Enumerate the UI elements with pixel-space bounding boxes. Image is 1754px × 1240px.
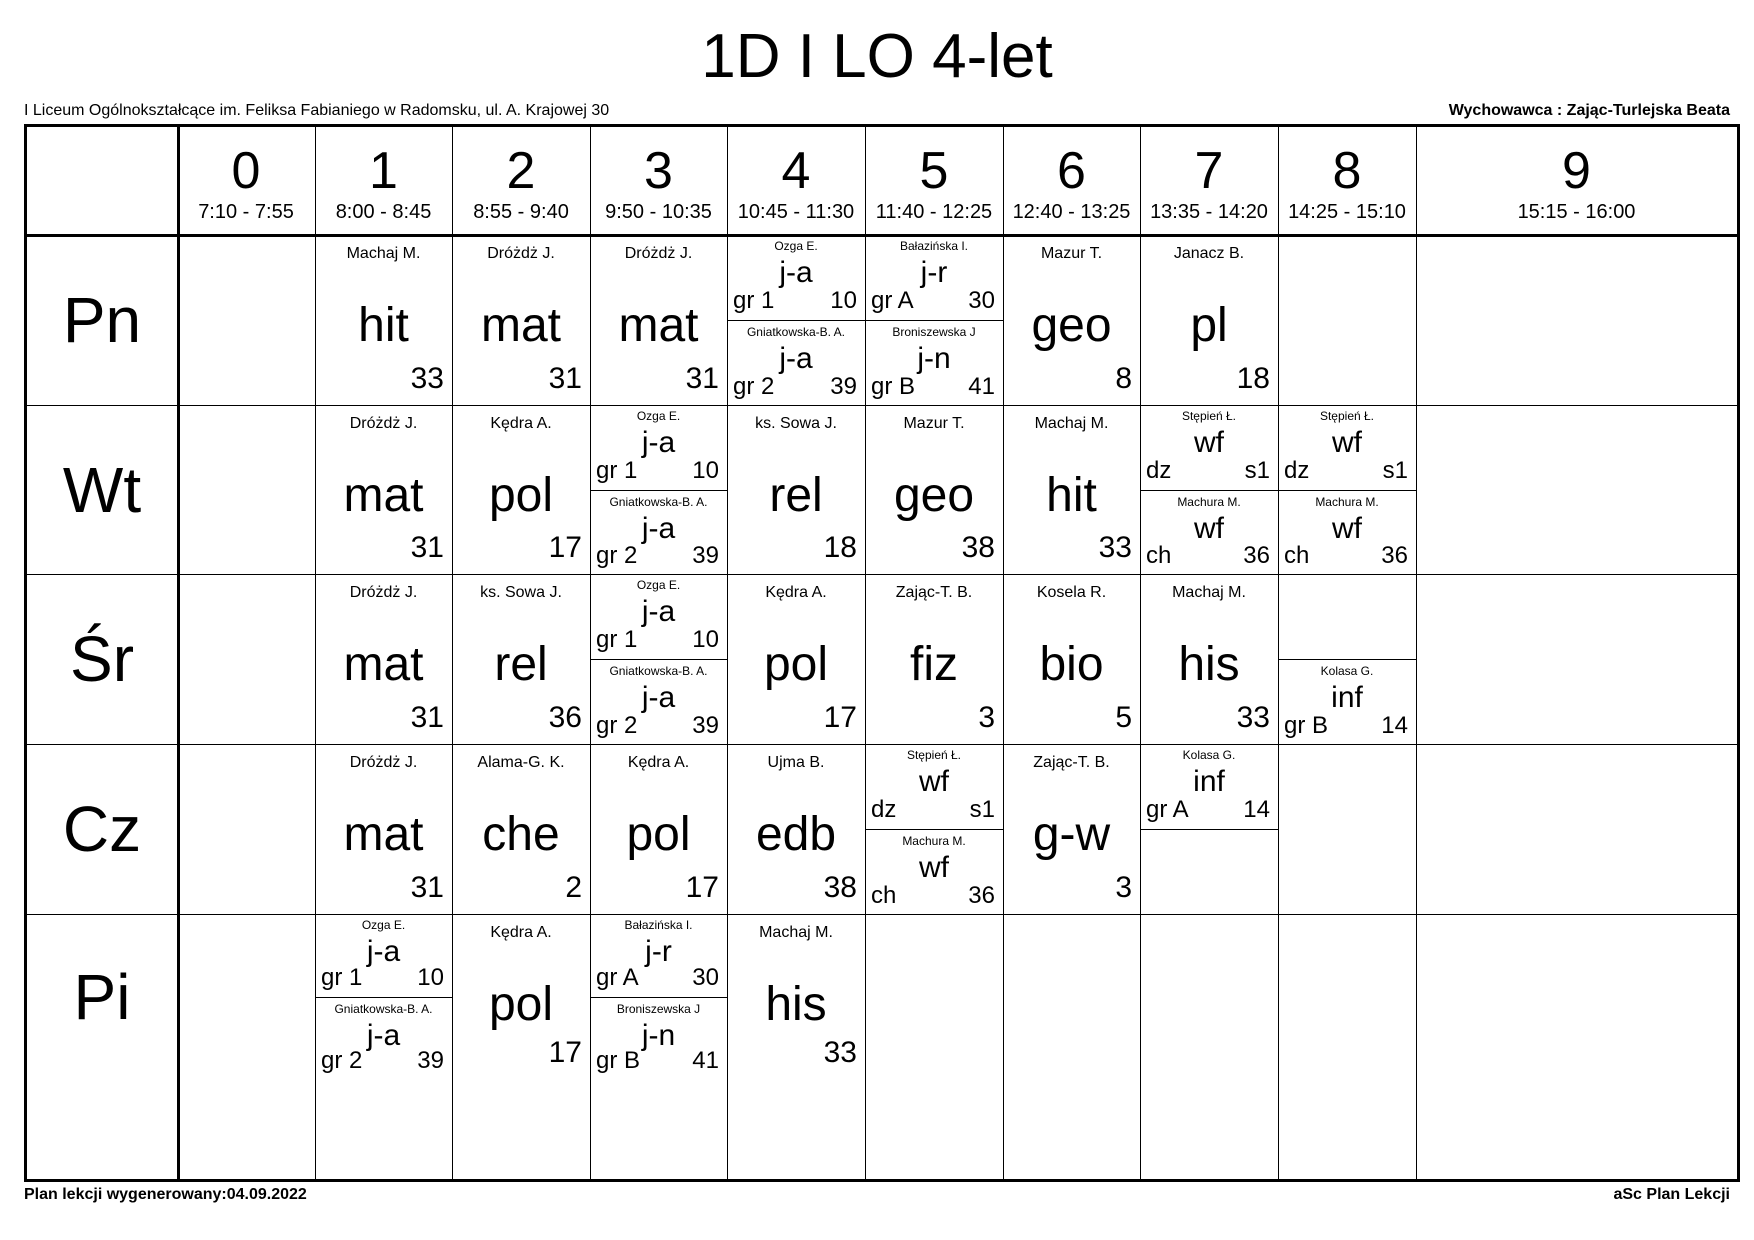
lesson-group-bottom bbox=[1278, 659, 1416, 745]
lesson-cell bbox=[452, 235, 590, 405]
lesson-teacher: Janacz B. bbox=[1173, 245, 1245, 262]
lesson-subject: his bbox=[765, 978, 827, 1031]
lesson-subject: inf bbox=[1331, 681, 1363, 714]
class-tutor: Wychowawca : Zając-Turlejska Beata bbox=[1448, 102, 1730, 119]
lesson-group-bottom bbox=[590, 490, 727, 576]
header-divider bbox=[27, 234, 1737, 237]
lesson-subject: j-n bbox=[917, 342, 951, 375]
lesson-teacher: Dróżdż J. bbox=[487, 245, 555, 262]
lesson-cell bbox=[1278, 914, 1416, 1079]
lesson-cell bbox=[1140, 574, 1278, 744]
lesson-room: 3 bbox=[978, 701, 995, 734]
period-number: 0 bbox=[231, 142, 261, 200]
lesson-group: gr 1 bbox=[596, 626, 638, 653]
lesson-room: 10 bbox=[692, 626, 719, 653]
column-divider bbox=[177, 127, 180, 1179]
lesson-group-top bbox=[1278, 574, 1416, 659]
period-number: 1 bbox=[369, 142, 398, 200]
lesson-group: gr 2 bbox=[733, 373, 775, 400]
lesson-subject: fiz bbox=[910, 638, 958, 691]
lesson-subject: inf bbox=[1193, 765, 1225, 798]
lesson-room: 17 bbox=[823, 701, 857, 734]
lesson-subject: pol bbox=[626, 808, 691, 861]
lesson-subject: wf bbox=[1194, 426, 1224, 459]
lesson-group-bottom bbox=[1140, 490, 1278, 576]
lesson-room: 10 bbox=[830, 287, 857, 314]
lesson-cell bbox=[727, 405, 865, 574]
lesson-group: dz bbox=[1284, 456, 1310, 484]
lesson-teacher: Kędra A. bbox=[627, 754, 690, 771]
lesson-subject: pol bbox=[488, 978, 554, 1031]
lesson-cell bbox=[865, 235, 1003, 405]
lesson-room: s1 bbox=[1382, 456, 1408, 484]
lesson-teacher: Machura M. bbox=[1177, 494, 1241, 509]
generator-credit: aSc Plan Lekcji bbox=[1613, 1186, 1730, 1203]
lesson-subject: hit bbox=[1046, 469, 1097, 522]
lesson-room: 41 bbox=[692, 1047, 719, 1074]
page-title: 1D I LO 4-let bbox=[701, 22, 1053, 91]
lesson-teacher: Mazur T. bbox=[1040, 245, 1103, 262]
lesson-subject: mat bbox=[618, 299, 699, 352]
lesson-teacher: Ozga E. bbox=[361, 918, 406, 932]
lesson-cell bbox=[315, 235, 452, 405]
lesson-subject: j-a bbox=[366, 935, 401, 968]
lesson-room: 31 bbox=[685, 362, 719, 395]
day-label bbox=[27, 405, 177, 574]
lesson-room: 30 bbox=[968, 287, 995, 314]
lesson-teacher: Ozga E. bbox=[636, 409, 681, 423]
period-time: 9:50 - 10:35 bbox=[605, 201, 712, 223]
day-label bbox=[27, 914, 177, 1079]
lesson-teacher: Dróżdż J. bbox=[349, 584, 418, 601]
period-time: 8:55 - 9:40 bbox=[473, 201, 569, 223]
lesson-room: 33 bbox=[1098, 531, 1132, 564]
lesson-room: 33 bbox=[1236, 701, 1270, 734]
lesson-group-top bbox=[315, 914, 452, 997]
day-label bbox=[27, 574, 177, 744]
period-header bbox=[452, 127, 590, 235]
lesson-teacher: Machaj M. bbox=[759, 924, 833, 941]
lesson-room: 10 bbox=[417, 963, 444, 991]
lesson-group: ch bbox=[871, 882, 897, 909]
lesson-subject: geo bbox=[893, 469, 975, 522]
period-header bbox=[1416, 127, 1737, 235]
lesson-group-bottom bbox=[865, 829, 1003, 915]
lesson-subject: pol bbox=[488, 469, 554, 522]
period-time: 12:40 - 13:25 bbox=[1012, 201, 1131, 223]
lesson-cell bbox=[590, 405, 727, 574]
period-header bbox=[177, 127, 315, 235]
period-header bbox=[1140, 127, 1278, 235]
period-time: 8:00 - 8:45 bbox=[335, 201, 432, 223]
lesson-group: gr B bbox=[871, 373, 916, 400]
lesson-cell bbox=[1278, 235, 1416, 405]
lesson-subject: geo bbox=[1031, 299, 1112, 352]
lesson-group-top bbox=[727, 235, 865, 320]
lesson-teacher: Dróżdż J. bbox=[349, 415, 418, 432]
lesson-room: 8 bbox=[1115, 362, 1132, 395]
lesson-subject: mat bbox=[343, 469, 424, 522]
lesson-room: 5 bbox=[1115, 701, 1132, 734]
lesson-cell bbox=[590, 235, 727, 405]
period-time: 11:40 - 12:25 bbox=[875, 201, 993, 223]
lesson-room: 38 bbox=[961, 531, 995, 564]
lesson-teacher: Machaj M. bbox=[1172, 584, 1246, 601]
lesson-teacher: Machaj M. bbox=[1034, 415, 1109, 432]
lesson-cell bbox=[1278, 574, 1416, 744]
lesson-group: gr 1 bbox=[596, 456, 638, 484]
lesson-subject: pol bbox=[763, 638, 829, 691]
lesson-room: s1 bbox=[1244, 456, 1270, 484]
lesson-group-bottom bbox=[865, 320, 1003, 406]
lesson-cell bbox=[1003, 574, 1140, 744]
lesson-cell bbox=[1416, 914, 1737, 1079]
lesson-subject: wf bbox=[1332, 511, 1362, 545]
period-header bbox=[590, 127, 727, 235]
lesson-room: 18 bbox=[823, 531, 857, 564]
lesson-room: 31 bbox=[410, 701, 444, 734]
row-divider bbox=[27, 914, 1737, 915]
lesson-group-top bbox=[865, 235, 1003, 320]
lesson-teacher: Dróżdż J. bbox=[624, 245, 693, 262]
lesson-subject: j-a bbox=[641, 426, 676, 459]
lesson-teacher: Stępień Ł. bbox=[1319, 409, 1375, 423]
lesson-cell bbox=[865, 574, 1003, 744]
lesson-room: 17 bbox=[548, 1036, 582, 1069]
column-divider bbox=[1278, 127, 1279, 1179]
lesson-cell bbox=[590, 744, 727, 914]
lesson-subject: hit bbox=[358, 299, 409, 352]
lesson-subject: wf bbox=[919, 765, 949, 798]
lesson-teacher: Kędra A. bbox=[490, 415, 552, 432]
lesson-cell bbox=[1003, 744, 1140, 914]
school-name: I Liceum Ogólnokształcące im. Feliksa Fabianiego w Radomsku, ul. A. Krajowej 30 bbox=[24, 102, 610, 119]
period-number: 6 bbox=[1057, 142, 1086, 200]
lesson-teacher: Gniatkowska-B. A. bbox=[334, 1001, 433, 1016]
day-name: Wt bbox=[62, 453, 142, 526]
generated-date: Plan lekcji wygenerowany:04.09.2022 bbox=[24, 1186, 307, 1203]
lesson-subject: che bbox=[482, 808, 560, 861]
lesson-cell bbox=[865, 744, 1003, 914]
lesson-subject: j-a bbox=[779, 342, 813, 375]
period-header bbox=[1003, 127, 1140, 235]
lesson-teacher: Machura M. bbox=[902, 834, 966, 848]
lesson-cell bbox=[1140, 405, 1278, 574]
lesson-subject: mat bbox=[480, 299, 561, 352]
lesson-subject: j-a bbox=[641, 681, 676, 714]
lesson-cell bbox=[452, 744, 590, 914]
lesson-room: 33 bbox=[410, 362, 444, 395]
lesson-room: 39 bbox=[417, 1047, 444, 1074]
lesson-cell bbox=[452, 405, 590, 574]
lesson-group: gr B bbox=[1284, 712, 1329, 739]
lesson-teacher: Mazur T. bbox=[903, 415, 965, 432]
lesson-teacher: Machaj M. bbox=[346, 245, 421, 262]
lesson-subject: g-w bbox=[1032, 808, 1111, 861]
lesson-subject: rel bbox=[769, 469, 823, 522]
lesson-group-bottom bbox=[315, 997, 452, 1081]
lesson-room: 14 bbox=[1243, 796, 1270, 823]
lesson-cell bbox=[1278, 744, 1416, 914]
lesson-cell bbox=[177, 574, 315, 744]
lesson-group: dz bbox=[1146, 456, 1172, 484]
lesson-teacher: Bałazińska I. bbox=[624, 918, 693, 932]
lesson-room: 14 bbox=[1381, 712, 1408, 739]
lesson-teacher: Kolasa G. bbox=[1182, 748, 1236, 762]
lesson-cell bbox=[315, 574, 452, 744]
lesson-group-top bbox=[1140, 744, 1278, 829]
lesson-subject: mat bbox=[343, 638, 424, 691]
period-number: 5 bbox=[919, 142, 949, 200]
lesson-group-top bbox=[1278, 405, 1416, 490]
lesson-cell bbox=[1416, 235, 1737, 405]
lesson-teacher: Kędra A. bbox=[490, 924, 552, 941]
day-name: Pn bbox=[62, 284, 142, 356]
lesson-group: gr A bbox=[871, 287, 914, 314]
lesson-room: 10 bbox=[692, 456, 719, 484]
lesson-subject: his bbox=[1178, 638, 1240, 691]
lesson-cell bbox=[1003, 405, 1140, 574]
lesson-subject: j-a bbox=[779, 256, 813, 289]
lesson-group: gr 1 bbox=[733, 287, 775, 314]
lesson-room: 41 bbox=[968, 373, 995, 400]
lesson-group: gr A bbox=[1146, 796, 1189, 823]
day-name: Śr bbox=[70, 623, 134, 695]
lesson-group-top bbox=[1140, 405, 1278, 490]
lesson-room: 39 bbox=[692, 712, 719, 739]
lesson-room: 17 bbox=[685, 871, 719, 904]
period-time: 14:25 - 15:10 bbox=[1288, 201, 1406, 223]
lesson-cell bbox=[1140, 744, 1278, 914]
lesson-cell bbox=[727, 574, 865, 744]
lesson-cell bbox=[315, 744, 452, 914]
lesson-group-top bbox=[590, 405, 727, 490]
lesson-teacher: Gniatkowska-B. A. bbox=[609, 664, 708, 678]
period-header bbox=[865, 127, 1003, 235]
period-header bbox=[1278, 127, 1416, 235]
period-number: 4 bbox=[781, 142, 811, 200]
lesson-subject: j-a bbox=[641, 595, 676, 628]
lesson-cell bbox=[727, 914, 865, 1079]
lesson-room: 31 bbox=[410, 531, 444, 564]
lesson-group-bottom bbox=[1278, 490, 1416, 576]
day-name: Pi bbox=[73, 960, 131, 1033]
column-divider bbox=[865, 127, 866, 1179]
lesson-teacher: Zając-T. B. bbox=[895, 584, 973, 601]
period-number: 3 bbox=[644, 142, 673, 200]
column-divider bbox=[452, 127, 453, 1179]
lesson-subject: pl bbox=[1190, 299, 1228, 352]
lesson-subject: wf bbox=[919, 851, 949, 884]
lesson-teacher: Kędra A. bbox=[765, 584, 827, 601]
lesson-teacher: Zając-T. B. bbox=[1033, 754, 1110, 771]
period-time: 13:35 - 14:20 bbox=[1150, 201, 1268, 223]
lesson-cell bbox=[590, 574, 727, 744]
lesson-cell bbox=[727, 744, 865, 914]
lesson-room: 36 bbox=[968, 882, 995, 909]
lesson-room: 36 bbox=[1381, 542, 1408, 569]
lesson-teacher: ks. Sowa J. bbox=[755, 415, 837, 432]
lesson-room: 31 bbox=[548, 362, 582, 395]
column-divider bbox=[590, 127, 591, 1179]
lesson-subject: j-r bbox=[645, 935, 672, 968]
lesson-group: gr B bbox=[596, 1047, 641, 1074]
timetable-grid bbox=[24, 124, 1740, 1182]
lesson-room: 39 bbox=[830, 373, 857, 400]
lesson-cell bbox=[865, 914, 1003, 1079]
day-name: Cz bbox=[62, 793, 142, 865]
row-divider bbox=[27, 405, 1737, 406]
period-number: 9 bbox=[1562, 142, 1591, 200]
lesson-room: s1 bbox=[969, 796, 995, 823]
lesson-room: 39 bbox=[692, 542, 719, 569]
lesson-teacher: Alama-G. K. bbox=[477, 754, 565, 771]
period-number: 2 bbox=[506, 142, 536, 200]
column-divider bbox=[1416, 127, 1417, 1179]
period-header bbox=[727, 127, 865, 235]
lesson-subject: wf bbox=[1194, 511, 1224, 545]
lesson-cell bbox=[727, 235, 865, 405]
lesson-subject: j-r bbox=[920, 256, 948, 289]
lesson-teacher: Gniatkowska-B. A. bbox=[609, 494, 708, 509]
lesson-cell bbox=[452, 914, 590, 1079]
lesson-group: gr 2 bbox=[596, 542, 638, 569]
lesson-teacher: Kosela R. bbox=[1036, 584, 1107, 601]
lesson-subject: j-n bbox=[641, 1018, 676, 1052]
lesson-group: dz bbox=[871, 796, 897, 823]
lesson-teacher: ks. Sowa J. bbox=[480, 584, 562, 601]
period-header bbox=[315, 127, 452, 235]
lesson-subject: j-a bbox=[641, 511, 676, 545]
lesson-cell bbox=[1140, 914, 1278, 1079]
lesson-cell bbox=[1278, 405, 1416, 574]
day-label bbox=[27, 235, 177, 405]
lesson-cell bbox=[177, 914, 315, 1079]
lesson-group: ch bbox=[1146, 542, 1172, 569]
lesson-teacher: Broniszewska J bbox=[616, 1001, 701, 1016]
lesson-room: 38 bbox=[823, 871, 857, 904]
lesson-subject: j-a bbox=[366, 1018, 401, 1052]
row-divider bbox=[27, 744, 1737, 745]
lesson-cell bbox=[1140, 235, 1278, 405]
lesson-group: gr 2 bbox=[321, 1047, 363, 1074]
lesson-group-bottom bbox=[1140, 829, 1278, 915]
period-time: 10:45 - 11:30 bbox=[737, 201, 855, 223]
lesson-room: 31 bbox=[410, 871, 444, 904]
lesson-cell bbox=[1416, 574, 1737, 744]
lesson-group-bottom bbox=[727, 320, 865, 406]
lesson-teacher: Machura M. bbox=[1315, 494, 1379, 509]
lesson-teacher: Ozga E. bbox=[636, 578, 681, 592]
lesson-teacher: Broniszewska J bbox=[892, 325, 976, 339]
period-time: 15:15 - 16:00 bbox=[1517, 201, 1636, 223]
period-number: 8 bbox=[1332, 142, 1362, 200]
lesson-teacher: Ujma B. bbox=[767, 754, 825, 771]
lesson-room: 17 bbox=[548, 531, 582, 564]
lesson-teacher: Dróżdż J. bbox=[349, 754, 418, 771]
lesson-group: gr 2 bbox=[596, 712, 638, 739]
lesson-teacher: Gniatkowska-B. A. bbox=[746, 325, 846, 339]
lesson-subject: bio bbox=[1039, 638, 1104, 691]
lesson-subject: wf bbox=[1332, 426, 1362, 459]
lesson-cell bbox=[1416, 405, 1737, 574]
lesson-cell bbox=[452, 574, 590, 744]
day-label bbox=[27, 744, 177, 914]
column-divider bbox=[727, 127, 728, 1179]
column-divider bbox=[315, 127, 316, 1179]
lesson-cell bbox=[177, 405, 315, 574]
lesson-cell bbox=[1003, 914, 1140, 1079]
lesson-cell bbox=[1003, 235, 1140, 405]
lesson-cell bbox=[1416, 744, 1737, 914]
lesson-group-top bbox=[590, 574, 727, 659]
lesson-subject: rel bbox=[494, 638, 548, 691]
lesson-cell bbox=[865, 405, 1003, 574]
lesson-room: 3 bbox=[1115, 871, 1132, 904]
lesson-cell bbox=[177, 744, 315, 914]
lesson-group-bottom bbox=[590, 997, 727, 1081]
lesson-group-top bbox=[865, 744, 1003, 829]
period-number: 7 bbox=[1194, 142, 1224, 200]
lesson-teacher: Kolasa G. bbox=[1320, 664, 1374, 678]
lesson-teacher: Stępień Ł. bbox=[906, 748, 962, 762]
lesson-group: gr 1 bbox=[321, 963, 363, 991]
lesson-room: 36 bbox=[548, 701, 582, 734]
lesson-room: 18 bbox=[1236, 362, 1270, 395]
period-time: 7:10 - 7:55 bbox=[198, 201, 294, 223]
lesson-teacher: Stępień Ł. bbox=[1181, 409, 1237, 423]
lesson-cell bbox=[315, 405, 452, 574]
row-divider bbox=[27, 574, 1737, 575]
column-divider bbox=[1140, 127, 1141, 1179]
lesson-group-top bbox=[590, 914, 727, 997]
lesson-group-bottom bbox=[590, 659, 727, 745]
column-divider bbox=[1003, 127, 1004, 1179]
lesson-room: 30 bbox=[692, 963, 719, 991]
lesson-cell bbox=[590, 914, 727, 1079]
lesson-cell bbox=[315, 914, 452, 1079]
lesson-subject: mat bbox=[343, 808, 424, 861]
lesson-teacher: Ozga E. bbox=[774, 239, 818, 253]
lesson-group: ch bbox=[1284, 542, 1310, 569]
lesson-teacher: Bałazińska I. bbox=[899, 239, 969, 253]
lesson-room: 2 bbox=[565, 871, 582, 904]
lesson-subject: edb bbox=[755, 808, 837, 861]
lesson-cell bbox=[177, 235, 315, 405]
lesson-room: 36 bbox=[1243, 542, 1270, 569]
lesson-room: 33 bbox=[823, 1036, 857, 1069]
lesson-group: gr A bbox=[596, 963, 639, 991]
